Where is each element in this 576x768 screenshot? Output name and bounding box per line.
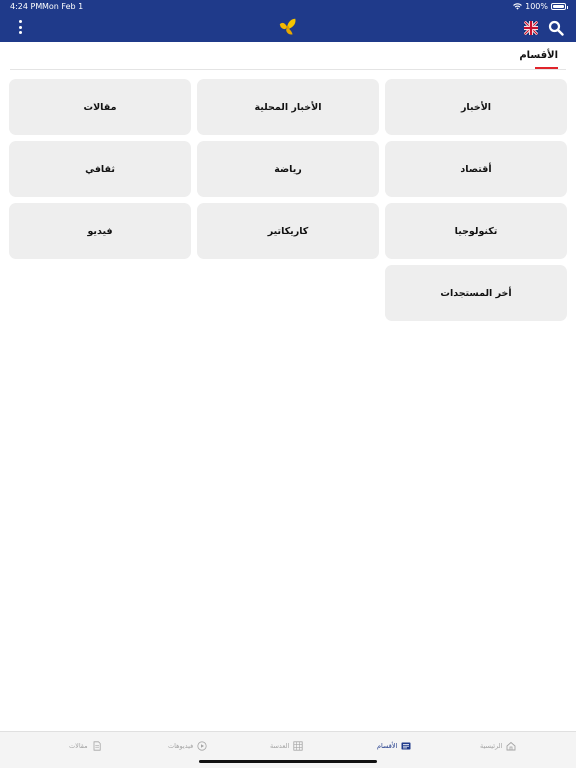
tab-articles[interactable] xyxy=(69,739,102,753)
tab-sections[interactable] xyxy=(377,739,411,753)
category-tile[interactable]: ثقافي xyxy=(9,141,191,197)
tab-label: الأقسام xyxy=(377,742,398,750)
top-app-bar xyxy=(0,0,576,42)
tab-videos[interactable] xyxy=(168,739,207,753)
section-title[interactable]: الأقسام xyxy=(519,50,558,61)
battery-icon xyxy=(551,3,566,10)
category-tile[interactable]: الأخبار xyxy=(385,79,567,135)
home-indicator xyxy=(199,760,377,763)
status-right xyxy=(513,0,566,13)
sections-icon xyxy=(401,741,411,751)
status-date: Mon Feb 1 xyxy=(42,2,84,11)
tab-label: فيديوهات xyxy=(168,742,194,750)
uk-flag-icon[interactable] xyxy=(524,21,538,35)
status-time: 4:24 PM xyxy=(10,2,43,11)
battery-percent: 100% xyxy=(525,2,548,11)
status-bar xyxy=(0,0,576,13)
more-vertical-icon[interactable] xyxy=(16,20,24,34)
search-icon[interactable] xyxy=(548,20,564,36)
category-tile[interactable]: أقتصاد xyxy=(385,141,567,197)
category-tile[interactable]: تكنولوجيا xyxy=(385,203,567,259)
section-divider xyxy=(10,69,566,70)
category-tile[interactable]: كاريكاتير xyxy=(197,203,379,259)
category-tile[interactable]: أخر المستجدات xyxy=(385,265,567,321)
category-tile[interactable]: مقالات xyxy=(9,79,191,135)
wifi-icon xyxy=(513,3,522,10)
grid-icon xyxy=(293,741,303,751)
logo-icon[interactable] xyxy=(277,16,299,38)
document-icon xyxy=(92,741,102,751)
category-tile[interactable]: فيديو xyxy=(9,203,191,259)
category-tile[interactable]: الأخبار المحلية xyxy=(197,79,379,135)
play-icon xyxy=(197,741,207,751)
tab-label: الرئيسية xyxy=(480,742,503,750)
home-icon xyxy=(506,741,516,751)
tab-lens[interactable] xyxy=(270,739,303,753)
category-tile[interactable]: رياضة xyxy=(197,141,379,197)
tab-label: العدسة xyxy=(270,742,290,750)
tab-label: مقالات xyxy=(69,742,88,750)
tab-home[interactable] xyxy=(480,739,516,753)
